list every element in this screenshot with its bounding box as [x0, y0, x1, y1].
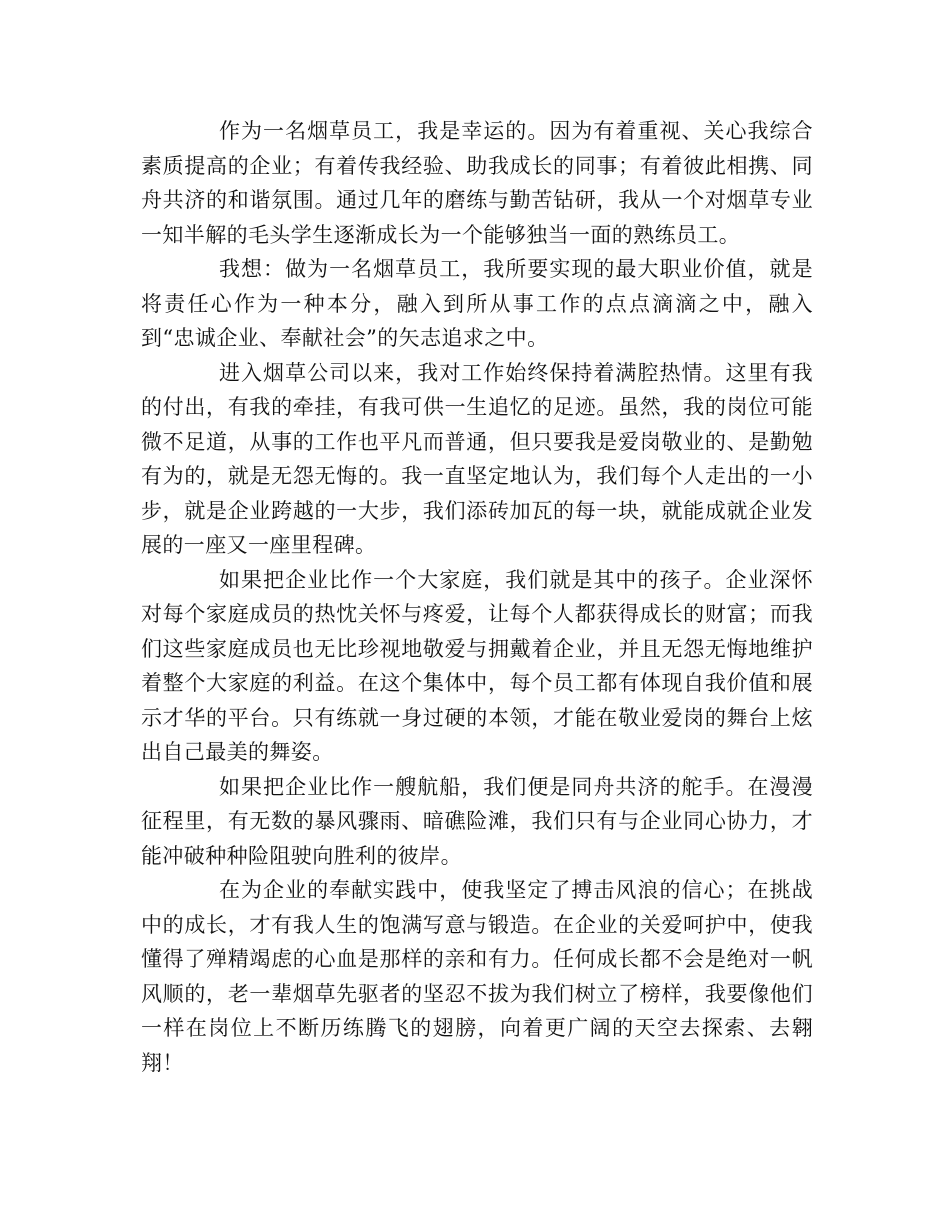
paragraph-3: 进入烟草公司以来，我对工作始终保持着满腔热情。这里有我的付出，有我的牵挂，有我可供一生追忆的足迹。虽然，我的岗位可能微不足道，从事的工作也平凡而普通，但只要我是爱岗敬业的、是勤勉有为的，就是无怨无悔的。我一直坚定地认为，我们每个人走出的一小步，就是企业跨越的一大步，我们添砖加瓦的每一块，就能成就企业发展的一座又一座里程碑。	[141, 360, 813, 557]
paragraph-5: 如果把企业比作一艘航船，我们便是同舟共济的舵手。在漫漫征程里，有无数的暴风骤雨、暗礁险滩，我们只有与企业同心协力，才能冲破种种险阻驶向胜利的彼岸。	[141, 774, 813, 868]
paragraph-4: 如果把企业比作一个大家庭，我们就是其中的孩子。企业深怀对每个家庭成员的热忱关怀与疼爱，让每个人都获得成长的财富；而我们这些家庭成员也无比珍视地敬爱与拥戴着企业，并且无怨无悔地维护着整个大家庭的利益。在这个集体中，每个员工都有体现自我价值和展示才华的平台。只有练就一身过硬的本领，才能在敬业爱岗的舞台上炫出自己最美的舞姿。	[141, 567, 813, 764]
paragraph-6: 在为企业的奉献实践中，使我坚定了搏击风浪的信心；在挑战中的成长，才有我人生的饱满写意与锻造。在企业的关爱呵护中，使我懂得了殚精竭虑的心血是那样的亲和有力。任何成长都不会是绝对一帆风顺的，老一辈烟草先驱者的坚忍不拔为我们树立了榜样，我要像他们一样在岗位上不断历练腾飞的翅膀，向着更广阔的天空去探索、去翱翔！	[141, 878, 813, 1075]
paragraph-1: 作为一名烟草员工，我是幸运的。因为有着重视、关心我综合素质提高的企业；有着传我经验、助我成长的同事；有着彼此相携、同舟共济的和谐氛围。通过几年的磨练与勤苦钻研，我从一个对烟草专业一知半解的毛头学生逐渐成长为一个能够独当一面的熟练员工。	[141, 119, 813, 247]
document-body	[141, 114, 813, 1080]
paragraph-2: 我想：做为一名烟草员工，我所要实现的最大职业价值，就是将责任心作为一种本分，融入到所从事工作的点点滴滴之中，融入到“忠诚企业、奉献社会”的矢志追求之中。	[141, 257, 813, 350]
